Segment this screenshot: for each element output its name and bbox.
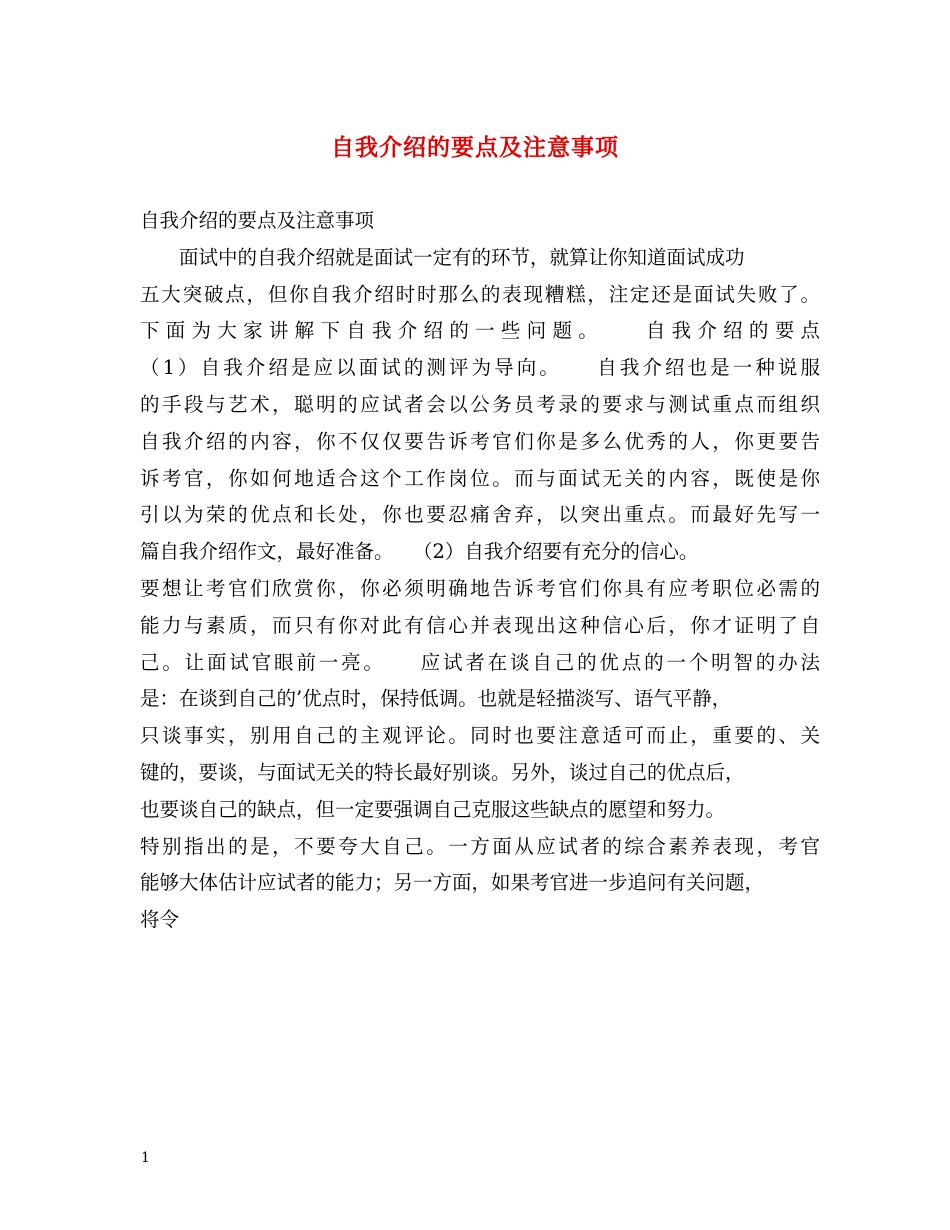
body-line: 是：在谈到自己的’优点时，保持低调。也就是轻描淡写、语气平静， [140, 687, 732, 711]
body-line: 面试中的自我介绍就是面试一定有的环节，就算让你知道面试成功 [140, 245, 745, 269]
body-line: 要想让考官们欣赏你，你必须明确地告诉考官们你具有应考职位必需的 [140, 576, 820, 600]
body-line: 特别指出的是，不要夸大自己。一方面从应试者的综合素养表现，考官 [140, 834, 820, 858]
body-line: 下面为大家讲解下自我介绍的一些问题。 自我介绍的要点 [140, 319, 820, 343]
body-line: 五大突破点，但你自我介绍时时那么的表现糟糕，注定还是面试失败了。 [140, 282, 820, 306]
body-line: 只谈事实，别用自己的主观评论。同时也要注意适可而止，重要的、关 [140, 724, 820, 748]
body-line: 也要谈自己的缺点，但一定要强调自己克服这些缺点的愿望和努力。 [140, 797, 726, 821]
body-line: 自我介绍的要点及注意事项 [140, 209, 375, 232]
body-line: （1）自我介绍是应以面试的测评为导向。 自我介绍也是一种说服 [140, 356, 820, 380]
body-line: 能力与素质，而只有你对此有信心并表现出这种信心后，你才证明了自 [140, 613, 820, 637]
body-line: 己。让面试官眼前一亮。 应试者在谈自己的优点的一个明智的办法 [140, 650, 820, 674]
body-line: 将令 [140, 908, 180, 932]
body-line: 自我介绍的内容，你不仅仅要告诉考官们你是多么优秀的人，你更要告 [140, 429, 820, 453]
body-line: 的手段与艺术，聪明的应试者会以公务员考录的要求与测试重点而组织 [140, 392, 820, 416]
body-line: 诉考官，你如何地适合这个工作岗位。而与面试无关的内容，既使是你 [140, 466, 820, 490]
document-body [140, 203, 820, 939]
page-number: 1 [141, 1150, 150, 1166]
body-line: 引以为荣的优点和长处，你也要忍痛舍弃，以突出重点。而最好先写一 [140, 503, 820, 527]
body-line: 能够大体估计应试者的能力；另一方面，如果考官进一步追问有关问题， [140, 871, 765, 895]
document-title: 自我介绍的要点及注意事项 [331, 134, 619, 161]
body-line: 篇自我介绍作文，最好准备。 （2）自我介绍要有充分的信心。 [140, 540, 699, 564]
body-line: 键的，要谈，与面试无关的特长最好别谈。另外，谈过自己的优点后， [140, 760, 745, 784]
